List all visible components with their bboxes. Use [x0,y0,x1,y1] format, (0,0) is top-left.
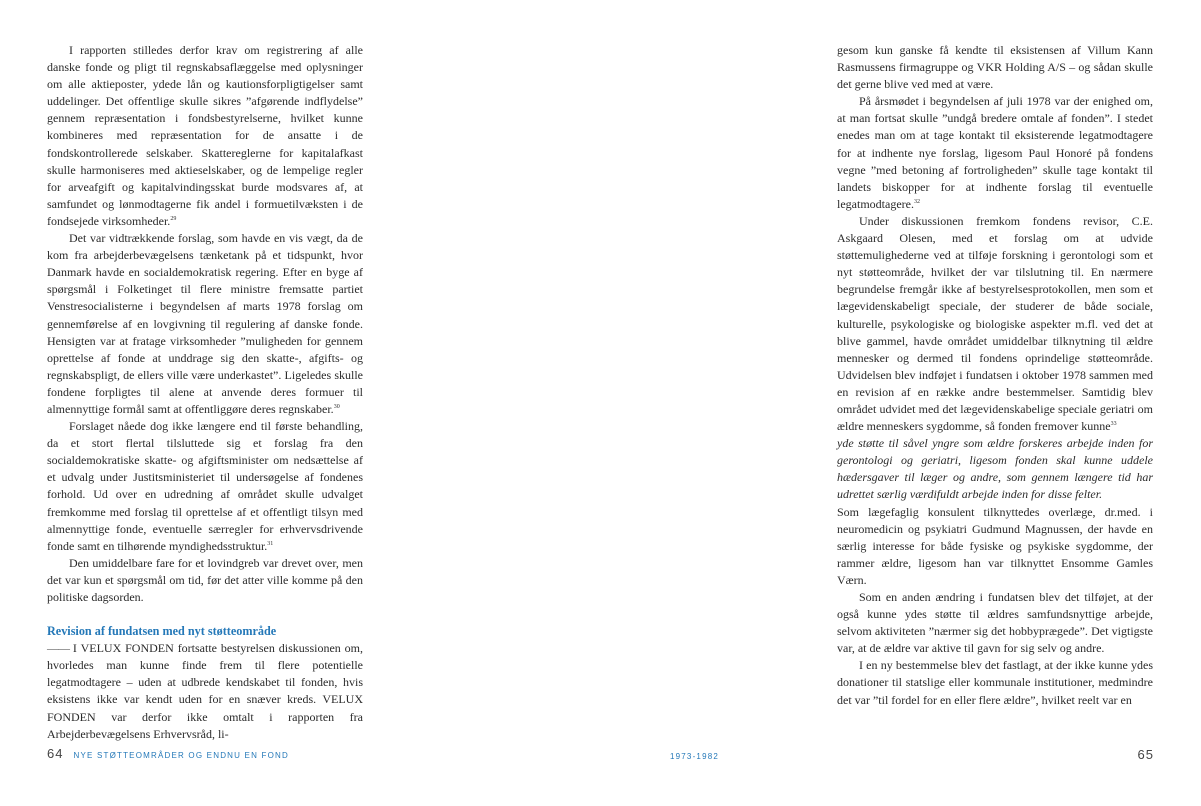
paragraph: Under diskussionen fremkom fondens revisor, C.E. Askgaard Olesen, med et forslag om at udvide støttemulighederne ved at tilføje forskning i gerontologi som et nyt støtteområde, hvilket der var tilslutning til. En nærmere begrundelse fremgår ikke af bestyrelsesprotokollen, men som et lægevidenskabeligt speciale, der studerer de både sociale, kulturelle, psykologiske og biologiske aspekter m.fl. ved det at blive gammel, havde området umiddelbar tilknytning til ældre mennesker og dermed til fondens oprindelige støtteområde. Udvidelsen blev indføjet i fundatsen i oktober 1978 sammen med en revision af en række andre bestemmelser. Samtidig blev området udvidet med det lægevidenskabelige speciale geriatri om ældre menneskers sygdomme, så fonden fremover kunne$^{33}$ [837,213,1153,434]
section-heading: Revision af fundatsen med nyt støtteområde [47,624,277,639]
footnote-marker[interactable]: 31 [267,540,274,547]
paragraph: I en ny bestemmelse blev det fastlagt, at der ikke kunne ydes donationer til statslige eller kommunale institutioner, medmindre det var ”til fordel for en eller flere ældre”, hvilket reelt var en [837,658,1153,707]
footnote-marker[interactable]: 29 [170,215,177,222]
paragraph: Forslaget nåede dog ikke længere end til første behandling, da et stort flertal tilsluttede sig et forslag fra den socialdemokratiske skatte- og afgiftsminister om nedsættelse af et udvalg under Justitsministeriet til undersøgelse af fondenes forhold. Ud over en udredning af området skulle udvalget fremkomme med forslag til oprettelse af et offentligt tilsyn med almennyttige fonde, eventuelle særregler for erhvervsdrivende fonde samt en tilhørende myndighedsstruktur.$^{31}$ [47,419,363,553]
paragraph: Det var vidtrækkende forslag, som havde en vis vægt, da de kom fra arbejderbevægelsens tænketank på et tidspunkt, hvor Danmark havde en socialdemokratisk regering. Efter en byge af spørgsmål i Folketinget til flere ministre fremsatte partiet Venstresocialisterne i begyndelsen af marts 1978 forslag om gennemførelse af en lovgivning til regulering af danske fonde. Hensigten var at fratage virksomheder ”muligheden for gennem oprettelse af fonde at unddrage sig den skatte-, afgifts- og regnskabspligt, de ellers ville være underkastet”. Ligeledes skulle fondene forpligtes til alene at anvende deres formuer til almennyttige formål samt at offentliggøre deres regnskaber.$^{30}$ [47,231,363,416]
paragraph: Som en anden ændring i fundatsen blev det tilføjet, at der også kunne ydes støtte til ældres samfundsnyttige arbejde, selvom aktiviteten ”nærmer sig det hobbyprægede”. Det vigtigste var, at de ældre var aktive til gavn for sig selv og andre. [837,590,1153,656]
paragraph: —— I VELUX FONDEN fortsatte bestyrelsen diskussionen om, hvorledes man kunne finde frem til flere potentielle legatmodtagere – uden at udbrede kendskabet til fonden, hvis eksistens ikke var kendt uden for en snæver kreds. VELUX FONDEN var derfor ikke omtalt i rapporten fra Arbejderbevægelsens Erhvervsråd, li- [47,641,364,741]
year-range: 1973-1982 [669,752,720,761]
paragraph: I rapporten stilledes derfor krav om registrering af alle danske fonde og pligt til regnskabsaflæggelse med oplysninger om alle aktieposter, ydede lån og kautionsforpligtigelser samt uddelinger. Det offentlige skulle sikres ”afgørende indflydelse” gennem repræsentation i fondsbestyrelserne, hvilket kunne kombineres med repræsentation for de ansatte i de fondskontrollerede selskaber. Skattereglerne for kapitalafkast skulle harmoniseres med aktieselskaber, og de lempelige regler for arveafgift og kapitalvindingsskat burde modsvares af, at samfundet og lønmodtagerne fik andel i formuetilvæksten i de fondsejede virksomheder.$^{29}$ [47,43,363,228]
paragraph: Som lægefaglig konsulent tilknyttedes overlæge, dr.med. i neuromedicin og psykiatri Gudmund Magnussen, der havde en særlig interesse for både fysiske og psykiske sygdomme, der rammer ældre, ligesom han var tilknyttet Ensomme Gamles Værn. [837,504,1153,587]
running-title: NYE STØTTEOMRÅDER OG ENDNU EN FOND [73,751,289,760]
page-number: 64 [47,746,64,761]
right-page-text [837,42,1153,709]
paragraph: Den umiddelbare fare for et lovindgreb var drevet over, men det var kun et spørgsmål om tid, før det atter ville komme på den politiske dagsorden. [47,555,363,604]
footnote-marker[interactable]: 32 [913,198,920,205]
right-footer [1138,746,1154,764]
left-page-text [47,42,363,743]
page-number: 65 [1137,747,1154,762]
block-quote: yde støtte til såvel yngre som ældre forskeres arbejde inden for gerontologi og geriatri, ligesom fonden skal kunne uddele hædersgaver til læger og andre, som gennem længere tid har udrettet særlig værdifuldt arbejde inden for disse felter. [837,436,1153,502]
footnote-marker[interactable]: 30 [333,403,340,410]
footnote-marker[interactable]: 33 [1110,421,1117,428]
paragraph: gesom kun ganske få kendte til eksistensen af Villum Kann Rasmussens firmagruppe og VKR Holding A/S – og sådan skulle det gerne blive ved med at være. [837,43,1153,92]
section-dash: —— [47,641,69,656]
center-footer [0,746,1201,764]
paragraph: På årsmødet i begyndelsen af juli 1978 var der enighed om, at man fortsat skulle ”undgå bredere omtale af fonden”. I stedet enedes man om at tage kontakt til eksisterende legatmodtagere for at indhente nye forslag, ligesom Paul Honoré på fondens vegne ”med betoning af fortroligheden” skulle tage kontakt til landets biskopper for at indhente forslag til eventuelle legatmodtagere.$^{32}$ [837,94,1153,211]
